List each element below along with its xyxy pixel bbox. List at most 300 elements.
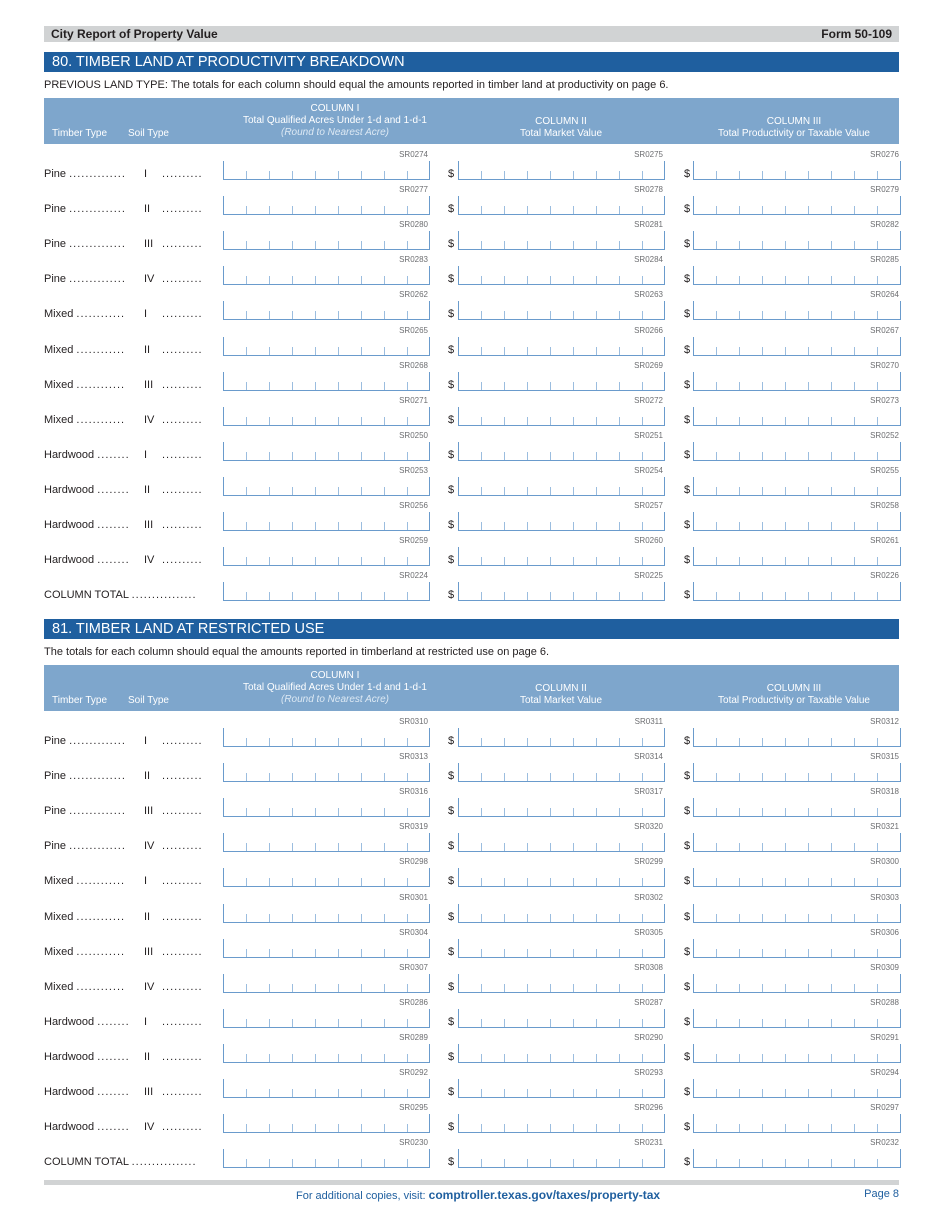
table-row: [44, 1067, 899, 1102]
productivity-value-input[interactable]: [693, 266, 901, 285]
productivity-value-input[interactable]: [693, 974, 901, 993]
column-total-row: [44, 570, 899, 605]
acres-input[interactable]: [223, 231, 430, 250]
leader-dots: ..............: [69, 735, 126, 747]
leader-dots: ..........: [162, 519, 203, 531]
leader-dots: ..............: [69, 770, 126, 783]
field-code: SR0313: [399, 752, 428, 762]
label-text: Pine: [44, 840, 67, 853]
field-code: SR0312: [870, 717, 899, 726]
table-row: [44, 254, 899, 289]
field-code: SR0264: [870, 290, 899, 300]
productivity-value-input[interactable]: [693, 231, 901, 250]
market-value-input[interactable]: [458, 1114, 665, 1133]
field-code: SR0281: [634, 220, 663, 230]
acres-input[interactable]: [223, 974, 430, 993]
dollar-sign: $: [684, 519, 691, 531]
market-value-input[interactable]: [458, 582, 665, 601]
field-code: SR0284: [634, 255, 663, 265]
field-code: SR0278: [634, 185, 663, 195]
soil-type-label: [144, 238, 203, 250]
field-code: SR0258: [870, 501, 899, 510]
leader-dots: ............: [76, 875, 126, 888]
productivity-value-input[interactable]: [693, 442, 901, 461]
leader-dots: ..........: [162, 203, 203, 216]
col1-subtitle: Total Qualified Acres Under 1-d and 1-d-1: [243, 115, 427, 126]
field-code: SR0307: [399, 962, 428, 972]
soil-type-value: IV: [144, 273, 155, 286]
label-text: Pine: [44, 168, 67, 180]
table-row: [44, 430, 899, 465]
dollar-sign: $: [684, 1050, 691, 1063]
productivity-value-input[interactable]: [693, 301, 901, 320]
field-code: SR0319: [399, 822, 428, 832]
table-row: [44, 716, 899, 751]
field-code: SR0263: [634, 290, 663, 300]
header-timber-type: Timber Type: [52, 695, 108, 706]
header-column-3: [689, 683, 899, 707]
market-value-input[interactable]: [458, 266, 665, 285]
field-code: SR0226: [870, 571, 899, 581]
productivity-value-input[interactable]: [693, 939, 901, 958]
timber-type-label: [44, 1086, 130, 1098]
acres-input[interactable]: [223, 1009, 430, 1028]
soil-type-value: I: [144, 875, 148, 888]
productivity-value-input[interactable]: [693, 833, 901, 852]
footer-text: [296, 1188, 660, 1202]
dollar-sign: $: [448, 770, 455, 783]
dollar-sign: $: [684, 770, 691, 783]
field-code: SR0286: [399, 997, 428, 1007]
field-code: SR0277: [399, 185, 428, 195]
productivity-value-input[interactable]: [693, 763, 901, 782]
label-text: Mixed: [44, 343, 74, 356]
col3-title: COLUMN III: [766, 116, 822, 127]
label-text: Hardwood: [44, 1050, 95, 1063]
col1-note: (Round to Nearest Acre): [280, 127, 389, 138]
acres-input[interactable]: [223, 728, 430, 747]
label-text: Mixed: [44, 308, 74, 321]
leader-dots: ........: [97, 1121, 130, 1134]
label-text: Pine: [44, 203, 67, 216]
field-code: SR0251: [634, 430, 663, 440]
soil-type-value: I: [144, 448, 148, 461]
acres-input[interactable]: [223, 833, 430, 852]
timber-type-label: [44, 484, 130, 496]
soil-type-label: [144, 840, 203, 852]
productivity-value-input[interactable]: [693, 1044, 901, 1063]
acres-input[interactable]: [223, 763, 430, 782]
table-row: [44, 465, 899, 500]
leader-dots: ........: [97, 483, 130, 496]
leader-dots: ..............: [69, 805, 126, 818]
field-code: SR0290: [634, 1032, 663, 1042]
acres-input[interactable]: [223, 337, 430, 356]
leader-dots: ..........: [162, 483, 203, 496]
label-text: Hardwood: [44, 554, 95, 567]
productivity-value-input[interactable]: [693, 161, 901, 180]
field-code: SR0224: [399, 571, 428, 581]
field-code: SR0297: [870, 1103, 899, 1113]
acres-input[interactable]: [223, 868, 430, 887]
acres-input[interactable]: [223, 407, 430, 426]
leader-dots: ........: [97, 519, 130, 531]
acres-input[interactable]: [223, 477, 430, 496]
table-row: [44, 325, 899, 360]
table-row: [44, 751, 899, 786]
dollar-sign: $: [448, 1015, 455, 1028]
field-code: SR0265: [399, 325, 428, 335]
acres-input[interactable]: [223, 372, 430, 391]
market-value-input[interactable]: [458, 337, 665, 356]
table-header: [44, 98, 899, 144]
market-value-input[interactable]: [458, 477, 665, 496]
dollar-sign: $: [448, 980, 455, 993]
field-code: SR0276: [870, 150, 899, 159]
market-value-input[interactable]: [458, 442, 665, 461]
acres-input[interactable]: [223, 512, 430, 531]
productivity-value-input[interactable]: [693, 868, 901, 887]
section-title: [44, 52, 899, 72]
section-title-text: 81. TIMBER LAND AT RESTRICTED USE: [52, 621, 325, 637]
productivity-value-input[interactable]: [693, 1114, 901, 1133]
dollar-sign: $: [684, 273, 691, 286]
field-code: SR0256: [399, 501, 428, 510]
acres-input[interactable]: [223, 547, 430, 566]
field-code: SR0273: [870, 395, 899, 405]
field-code: SR0302: [634, 892, 663, 902]
productivity-value-input[interactable]: [693, 728, 901, 747]
col3-subtitle: Total Productivity or Taxable Value: [718, 128, 870, 139]
leader-dots: ........: [97, 448, 130, 461]
label-text: Hardwood: [44, 1086, 95, 1098]
soil-type-value: III: [144, 805, 154, 818]
field-code: SR0294: [870, 1068, 899, 1077]
leader-dots: ..........: [162, 875, 203, 888]
productivity-value-input[interactable]: [693, 196, 901, 215]
market-value-input[interactable]: [458, 904, 665, 923]
productivity-value-input[interactable]: [693, 1009, 901, 1028]
soil-type-label: [144, 379, 203, 391]
leader-dots: ..........: [162, 378, 203, 391]
soil-type-value: II: [144, 203, 151, 216]
field-code: SR0318: [870, 787, 899, 797]
dollar-sign: $: [684, 378, 691, 391]
market-value-input[interactable]: [458, 1009, 665, 1028]
leader-dots: ........: [97, 1086, 130, 1098]
timber-type-label: [44, 379, 125, 391]
acres-input[interactable]: [223, 939, 430, 958]
header-soil-type: Soil Type: [128, 695, 169, 706]
leader-dots: ............: [76, 308, 126, 321]
market-value-input[interactable]: [458, 196, 665, 215]
leader-dots: ..........: [162, 735, 203, 747]
market-value-input[interactable]: [458, 939, 665, 958]
footer-link[interactable]: comptroller.texas.gov/taxes/property-tax: [428, 1188, 661, 1202]
productivity-value-input[interactable]: [693, 904, 901, 923]
dollar-sign: $: [684, 413, 691, 426]
acres-input[interactable]: [223, 1114, 430, 1133]
leader-dots: ................: [131, 589, 197, 602]
soil-type-label: [144, 735, 203, 747]
col1-note: (Round to Nearest Acre): [280, 694, 389, 705]
productivity-value-input[interactable]: [693, 547, 901, 566]
field-code: SR0283: [399, 255, 428, 265]
field-code: SR0285: [870, 255, 899, 265]
soil-type-label: [144, 308, 203, 320]
dollar-sign: $: [448, 308, 455, 321]
col1-subtitle: Total Qualified Acres Under 1-d and 1-d-1: [243, 682, 427, 693]
timber-type-label: [44, 875, 125, 887]
soil-type-label: [144, 1016, 203, 1028]
acres-input[interactable]: [223, 798, 430, 817]
soil-type-value: III: [144, 378, 154, 391]
market-value-input[interactable]: [458, 1149, 665, 1168]
header-column-1: [224, 103, 446, 139]
column-total-row: [44, 1137, 899, 1172]
market-value-input[interactable]: [458, 231, 665, 250]
table-row: [44, 1102, 899, 1137]
acres-input[interactable]: [223, 442, 430, 461]
timber-type-label: [44, 1121, 130, 1133]
field-code: SR0298: [399, 857, 428, 867]
col2-title: COLUMN II: [535, 116, 587, 127]
timber-type-label: [44, 1051, 130, 1063]
soil-type-value: IV: [144, 980, 155, 993]
acres-input[interactable]: [223, 582, 430, 601]
timber-type-label: [44, 840, 126, 852]
dollar-sign: $: [448, 1121, 455, 1134]
header-soil-type: Soil Type: [128, 128, 169, 139]
timber-type-label: [44, 308, 125, 320]
market-value-input[interactable]: [458, 372, 665, 391]
dollar-sign: $: [448, 875, 455, 888]
leader-dots: ..........: [162, 448, 203, 461]
soil-type-label: [144, 344, 203, 356]
acres-input[interactable]: [223, 196, 430, 215]
leader-dots: ............: [76, 378, 126, 391]
col2-title: COLUMN II: [535, 683, 587, 694]
timber-type-label: [44, 414, 125, 426]
leader-dots: ..........: [162, 945, 203, 958]
leader-dots: ..........: [162, 980, 203, 993]
label-text: Mixed: [44, 910, 74, 923]
market-value-input[interactable]: [458, 728, 665, 747]
timber-type-label: [44, 203, 126, 215]
market-value-input[interactable]: [458, 798, 665, 817]
market-value-input[interactable]: [458, 301, 665, 320]
dollar-sign: $: [684, 805, 691, 818]
field-code: SR0280: [399, 220, 428, 230]
dollar-sign: $: [448, 1086, 455, 1098]
header-column-1: [224, 670, 446, 706]
acres-input[interactable]: [223, 161, 430, 180]
leader-dots: ..............: [69, 168, 126, 180]
field-code: SR0321: [870, 822, 899, 832]
soil-type-label: [144, 168, 203, 180]
acres-input[interactable]: [223, 1044, 430, 1063]
field-code: SR0272: [634, 395, 663, 405]
productivity-value-input[interactable]: [693, 512, 901, 531]
field-code: SR0275: [634, 150, 663, 159]
timber-type-label: [44, 805, 126, 817]
dollar-sign: $: [684, 1121, 691, 1134]
field-code: SR0287: [634, 997, 663, 1007]
market-value-input[interactable]: [458, 1079, 665, 1098]
leader-dots: ..........: [162, 1015, 203, 1028]
dollar-sign: $: [448, 378, 455, 391]
header-column-3: [689, 116, 899, 140]
field-code: SR0255: [870, 465, 899, 475]
soil-type-value: IV: [144, 840, 155, 853]
market-value-input[interactable]: [458, 868, 665, 887]
productivity-value-input[interactable]: [693, 337, 901, 356]
soil-type-label: [144, 1121, 203, 1133]
soil-type-value: III: [144, 519, 154, 531]
soil-type-value: II: [144, 343, 151, 356]
field-code: SR0266: [634, 325, 663, 335]
market-value-input[interactable]: [458, 1044, 665, 1063]
soil-type-label: [144, 414, 203, 426]
field-code: SR0253: [399, 465, 428, 475]
productivity-value-input[interactable]: [693, 1079, 901, 1098]
field-code: SR0271: [399, 395, 428, 405]
market-value-input[interactable]: [458, 763, 665, 782]
field-code: SR0289: [399, 1032, 428, 1042]
field-code: SR0267: [870, 325, 899, 335]
productivity-value-input[interactable]: [693, 582, 901, 601]
field-code: SR0232: [870, 1138, 899, 1148]
leader-dots: ..............: [69, 840, 126, 853]
field-code: SR0320: [634, 822, 663, 832]
soil-type-value: II: [144, 770, 151, 783]
soil-type-label: [144, 805, 203, 817]
field-code: SR0311: [634, 717, 663, 726]
dollar-sign: $: [684, 875, 691, 888]
label-text: Mixed: [44, 945, 74, 958]
field-code: SR0314: [634, 752, 663, 762]
acres-input[interactable]: [223, 301, 430, 320]
productivity-value-input[interactable]: [693, 798, 901, 817]
leader-dots: ..........: [162, 413, 203, 426]
col1-title: COLUMN I: [310, 103, 360, 114]
dollar-sign: $: [448, 203, 455, 216]
field-code: SR0292: [399, 1068, 428, 1077]
productivity-value-input[interactable]: [693, 1149, 901, 1168]
productivity-value-input[interactable]: [693, 477, 901, 496]
header-column-2: [454, 683, 668, 707]
label-text: Pine: [44, 805, 67, 818]
field-code: SR0310: [399, 717, 428, 726]
leader-dots: ..........: [162, 238, 203, 251]
acres-input[interactable]: [223, 266, 430, 285]
soil-type-value: II: [144, 910, 151, 923]
label-text: Hardwood: [44, 448, 95, 461]
productivity-value-input[interactable]: [693, 407, 901, 426]
dollar-sign: $: [448, 483, 455, 496]
field-code: SR0300: [870, 857, 899, 867]
market-value-input[interactable]: [458, 833, 665, 852]
field-code: SR0262: [399, 290, 428, 300]
field-code: SR0261: [870, 536, 899, 546]
leader-dots: ............: [76, 980, 126, 993]
dollar-sign: $: [684, 448, 691, 461]
leader-dots: ..........: [162, 343, 203, 356]
label-text: Mixed: [44, 413, 74, 426]
market-value-input[interactable]: [458, 974, 665, 993]
leader-dots: ..........: [162, 910, 203, 923]
label-text: COLUMN TOTAL: [44, 589, 129, 602]
table-row: [44, 927, 899, 962]
leader-dots: ..............: [69, 203, 126, 216]
field-code: SR0230: [399, 1138, 428, 1148]
field-code: SR0306: [870, 927, 899, 937]
field-code: SR0260: [634, 536, 663, 546]
label-text: Hardwood: [44, 483, 95, 496]
soil-type-label: [144, 946, 203, 958]
leader-dots: ..............: [69, 273, 126, 286]
market-value-input[interactable]: [458, 512, 665, 531]
soil-type-value: I: [144, 1015, 148, 1028]
leader-dots: ............: [76, 413, 126, 426]
label-text: Mixed: [44, 875, 74, 888]
dollar-sign: $: [448, 1156, 455, 1169]
acres-input[interactable]: [223, 1079, 430, 1098]
table-row: [44, 149, 899, 184]
soil-type-label: [144, 203, 203, 215]
market-value-input[interactable]: [458, 161, 665, 180]
acres-input[interactable]: [223, 904, 430, 923]
timber-type-label: [44, 449, 130, 461]
label-text: Pine: [44, 735, 67, 747]
productivity-value-input[interactable]: [693, 372, 901, 391]
field-code: SR0268: [399, 360, 428, 370]
leader-dots: ..........: [162, 1050, 203, 1063]
soil-type-value: I: [144, 308, 148, 321]
timber-type-label: [44, 238, 126, 250]
leader-dots: ..........: [162, 168, 203, 180]
soil-type-label: [144, 484, 203, 496]
timber-type-label: [44, 273, 126, 285]
soil-type-value: I: [144, 168, 148, 180]
timber-type-label: [44, 344, 125, 356]
dollar-sign: $: [684, 840, 691, 853]
soil-type-label: [144, 875, 203, 887]
table-row: [44, 892, 899, 927]
label-text: Pine: [44, 770, 67, 783]
soil-type-value: III: [144, 945, 154, 958]
dollar-sign: $: [684, 483, 691, 496]
field-code: SR0252: [870, 430, 899, 440]
field-code: SR0288: [870, 997, 899, 1007]
label-text: Hardwood: [44, 519, 95, 531]
timber-type-label: [44, 911, 125, 923]
timber-type-label: [44, 519, 130, 531]
leader-dots: ..........: [162, 770, 203, 783]
field-code: SR0274: [399, 150, 428, 159]
market-value-input[interactable]: [458, 547, 665, 566]
leader-dots: ..........: [162, 1086, 203, 1098]
label-text: Hardwood: [44, 1121, 95, 1134]
leader-dots: ............: [76, 343, 126, 356]
col3-subtitle: Total Productivity or Taxable Value: [718, 695, 870, 706]
soil-type-label: [144, 770, 203, 782]
leader-dots: ............: [76, 910, 126, 923]
field-code: SR0315: [870, 752, 899, 762]
field-code: SR0301: [399, 892, 428, 902]
market-value-input[interactable]: [458, 407, 665, 426]
acres-input[interactable]: [223, 1149, 430, 1168]
